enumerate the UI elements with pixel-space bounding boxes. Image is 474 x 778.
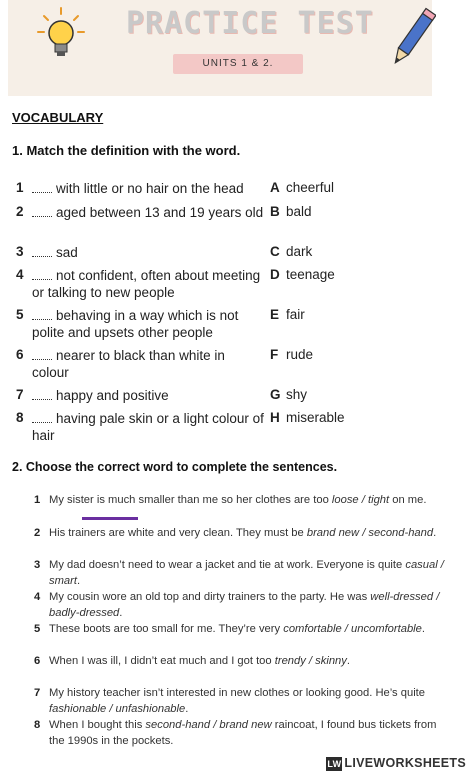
- word-choice[interactable]: second-hand / brand new: [145, 719, 272, 731]
- units-label: UNITS 1 & 2.: [173, 54, 303, 74]
- selection-underline: [82, 517, 138, 520]
- exercise1-title: 1. Match the definition with the word.: [12, 143, 241, 158]
- vocabulary-heading: VOCABULARY: [12, 110, 104, 125]
- lightbulb-icon: [36, 6, 86, 66]
- answer-blank[interactable]: [32, 359, 52, 360]
- word-choice[interactable]: brand new / second-hand: [306, 527, 434, 539]
- answer-blank[interactable]: [32, 279, 52, 280]
- word-choice[interactable]: trendy / skinny: [274, 655, 347, 667]
- liveworksheets-logo-icon: LW: [327, 758, 342, 769]
- answer-blank[interactable]: [32, 256, 52, 257]
- header-banner: [8, 0, 432, 96]
- answer-blank[interactable]: [32, 216, 52, 217]
- word-choice[interactable]: comfortable / uncomfortable: [283, 623, 422, 635]
- footer-brand-text: LIVEWORKSHEETS: [344, 756, 466, 770]
- page-title: PRACTICE TEST: [126, 6, 374, 41]
- pencil-icon: [388, 4, 436, 74]
- word-choice[interactable]: casual / smart: [49, 559, 444, 587]
- answer-blank[interactable]: [32, 422, 52, 423]
- word-choice[interactable]: well-dressed / badly-dressed: [49, 591, 440, 619]
- answer-blank[interactable]: [32, 192, 52, 193]
- word-choice[interactable]: fashionable / unfashionable: [49, 703, 186, 715]
- word-choice[interactable]: loose / tight: [331, 494, 390, 506]
- answer-blank[interactable]: [32, 399, 52, 400]
- footer-brand[interactable]: [326, 756, 466, 774]
- exercise2-title: 2. Choose the correct word to complete the sentences.: [12, 460, 338, 474]
- answer-blank[interactable]: [32, 319, 52, 320]
